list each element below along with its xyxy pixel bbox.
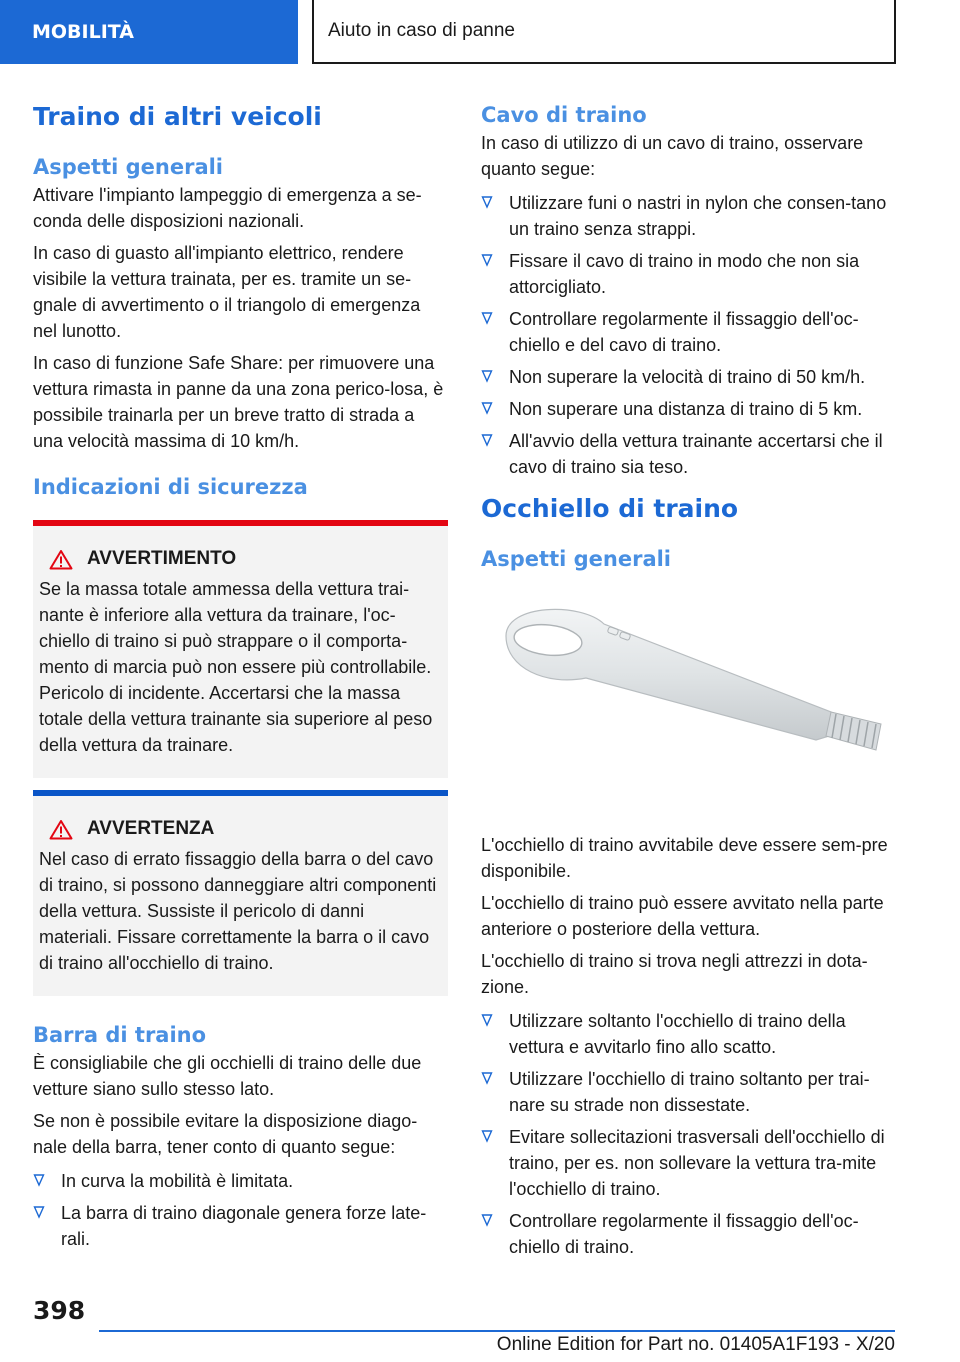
list-item: Utilizzare l'occhiello di traino soltanto per trai-nare su strade non dissestate. xyxy=(481,1066,891,1118)
general-heading: Aspetti generali xyxy=(33,155,224,179)
towing-eye-title: Occhiello di traino xyxy=(481,494,739,523)
triangle-bullet-icon xyxy=(33,1173,45,1187)
warning-triangle-icon xyxy=(49,819,73,840)
triangle-bullet-icon xyxy=(481,1071,493,1085)
warning-label: AVVERTIMENTO xyxy=(87,548,237,569)
triangle-bullet-icon xyxy=(481,253,493,267)
triangle-bullet-icon xyxy=(481,195,493,209)
triangle-bullet-icon xyxy=(481,1129,493,1143)
list-item: La barra di traino diagonale genera forze late-rali. xyxy=(33,1200,448,1252)
left-column xyxy=(33,100,448,1258)
triangle-bullet-icon xyxy=(481,1213,493,1227)
towing-eye-paragraph-2: L'occhiello di traino può essere avvitato nella parte anteriore o posteriore della vettura. xyxy=(481,893,884,939)
list-item: Utilizzare soltanto l'occhiello di traino della vettura e avvitarlo fino allo scatto. xyxy=(481,1008,891,1060)
general-paragraph-1: Attivare l'impianto lampeggio di emergenza a se-conda delle disposizioni nazionali. xyxy=(33,185,422,231)
general-paragraph-2: In caso di guasto all'impianto elettrico, rendere visibile la vettura trainata, per es. tramite un se-gnale di avvertimento o il triangolo di emergenza nel lunotto. xyxy=(33,243,421,341)
notice-box xyxy=(33,790,448,996)
notice-label: AVVERTENZA xyxy=(87,818,215,839)
cable-paragraph: In caso di utilizzo di un cavo di traino, osservare quanto segue: xyxy=(481,133,864,179)
list-item: All'avvio della vettura trainante accertarsi che il cavo di traino sia teso. xyxy=(481,428,891,480)
general-paragraph-3: In caso di funzione Safe Share: per rimuovere una vettura rimasta in panne da una zona perico-losa, è possibile trainarla per un breve tratto di strada a una velocità massima di 10 km/h. xyxy=(33,353,444,451)
right-column xyxy=(481,100,891,1266)
towing-eye-general-heading: Aspetti generali xyxy=(481,547,672,571)
header-title: Aiuto in caso di panne xyxy=(312,0,896,64)
notice-text: Nel caso di errato fissaggio della barra o del cavo di traino, si possono danneggiare altri componenti della vettura. Sussiste il pericolo di danni materiali. Fissare correttamente la barra o il cavo di traino all'occhiello di traino. xyxy=(39,849,437,973)
towing-eye-icon xyxy=(486,594,886,794)
triangle-bullet-icon xyxy=(481,369,493,383)
list-item: Utilizzare funi o nastri in nylon che consen-tano un traino senza strappi. xyxy=(481,190,891,242)
towing-eye-paragraph-1: L'occhiello di traino avvitabile deve essere sem-pre disponibile. xyxy=(481,835,888,881)
list-item: Non superare la velocità di traino di 50 km/h. xyxy=(481,364,891,390)
towing-eye-paragraph-3: L'occhiello di traino si trova negli attrezzi in dota-zione. xyxy=(481,951,868,997)
cable-heading: Cavo di traino xyxy=(481,103,647,127)
towing-eye-illustration xyxy=(481,594,891,814)
bar-list xyxy=(33,1168,448,1252)
warning-triangle-icon xyxy=(49,549,73,570)
footer-edition: Online Edition for Part no. 01405A1F193 - X/20 xyxy=(496,1334,895,1355)
triangle-bullet-icon xyxy=(481,311,493,325)
list-item: Controllare regolarmente il fissaggio dell'oc-chiello di traino. xyxy=(481,1208,891,1260)
towing-eye-list xyxy=(481,1008,891,1260)
warning-text: Se la massa totale ammessa della vettura trai-nante è inferiore alla vettura da trainare, l'oc-chiello di traino si può strappare o il comporta-mento di marcia può non essere più controllabile. Pericolo di incidente. Accertarsi che la massa totale della vettura trainante sia superiore al peso della vettura da trainare. xyxy=(39,579,433,755)
header-section: MOBILITÀ xyxy=(0,0,298,64)
triangle-bullet-icon xyxy=(481,401,493,415)
bar-paragraph-2: Se non è possibile evitare la disposizione diago-nale della barra, tener conto di quanto segue: xyxy=(33,1111,418,1157)
cable-list xyxy=(481,190,891,480)
footer-divider xyxy=(99,1330,895,1332)
triangle-bullet-icon xyxy=(481,1013,493,1027)
list-item: Non superare una distanza di traino di 5 km. xyxy=(481,396,891,422)
list-item: In curva la mobilità è limitata. xyxy=(33,1168,448,1194)
safety-heading: Indicazioni di sicurezza xyxy=(33,475,308,499)
bar-heading: Barra di traino xyxy=(33,1023,207,1047)
list-item: Fissare il cavo di traino in modo che non sia attorcigliato. xyxy=(481,248,891,300)
list-item: Controllare regolarmente il fissaggio dell'oc-chiello e del cavo di traino. xyxy=(481,306,891,358)
warning-box xyxy=(33,520,448,778)
triangle-bullet-icon xyxy=(33,1205,45,1219)
list-item: Evitare sollecitazioni trasversali dell'occhiello di traino, per es. non sollevare la vettura tra-mite l'occhiello di traino. xyxy=(481,1124,891,1202)
page-number: 398 xyxy=(33,1296,86,1325)
bar-paragraph-1: È consigliabile che gli occhielli di traino delle due vetture siano sullo stesso lato. xyxy=(33,1053,422,1099)
page-title: Traino di altri veicoli xyxy=(33,102,322,131)
triangle-bullet-icon xyxy=(481,433,493,447)
